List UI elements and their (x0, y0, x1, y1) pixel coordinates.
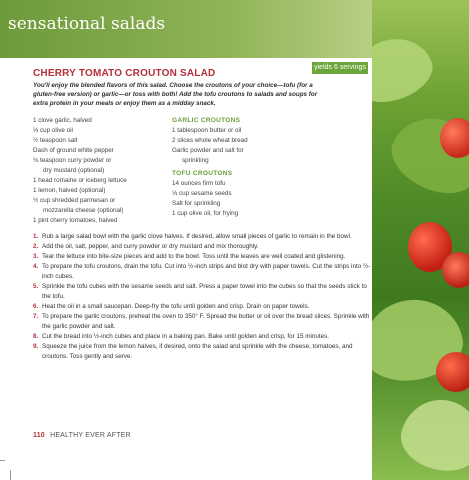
recipe-title: CHERRY TOMATO CROUTON SALAD (33, 68, 216, 79)
step-number: 2. (33, 243, 39, 250)
directions-list (33, 232, 371, 362)
tomato (436, 352, 469, 392)
ingredient: 14 ounces firm tofu (172, 180, 226, 187)
crop-mark (10, 470, 11, 480)
step-text: Heat the oil in a small saucepan. Deep-fry the tofu until golden and crisp. Drain on paper towels. (42, 303, 310, 310)
yields-badge: yields 6 servings (312, 62, 368, 74)
ingredient: 1 cup olive oil, for frying (172, 210, 239, 217)
step-number: 9. (33, 343, 39, 350)
ingredient: ⅓ cup sesame seeds (172, 190, 232, 197)
ingredient: dry mustard (optional) (43, 167, 105, 174)
step-number: 1. (33, 233, 39, 240)
book-title: HEALTHY EVER AFTER (50, 432, 131, 439)
direction-step (33, 242, 371, 252)
direction-step (33, 232, 371, 242)
lettuce-leaf (372, 28, 440, 112)
ingredient: 2 slices whole wheat bread (172, 137, 248, 144)
direction-step (33, 342, 371, 362)
ingredient: 1 pint cherry tomatoes, halved (33, 217, 118, 224)
step-text: Cut the bread into ½-inch cubes and place in a baking pan. Bake until golden and crisp, for 15 minutes. (42, 333, 330, 340)
ingredient: sprinkling (182, 157, 209, 164)
step-text: Squeeze the juice from the lemon halves, if desired, onto the salad and sprinkle with the cheese, tomatoes, and croutons. Toss gently and serve. (42, 343, 353, 360)
ingredient: Salt for sprinkling (172, 200, 221, 207)
direction-step (33, 282, 371, 302)
ingredient: 1 lemon, halved (optional) (33, 187, 106, 194)
step-number: 5. (33, 283, 39, 290)
ingredient: 1 tablespoon butter or oil (172, 127, 242, 134)
direction-step (33, 252, 371, 262)
garlic-croutons-heading: GARLIC CROUTONS (172, 117, 241, 124)
direction-step (33, 312, 371, 332)
tomato (442, 252, 469, 288)
tofu-croutons-heading: TOFU CROUTONS (172, 170, 233, 177)
ingredient: Garlic powder and salt for (172, 147, 244, 154)
step-number: 4. (33, 263, 39, 270)
ingredient: ½ teaspoon salt (33, 137, 78, 144)
croutons-ingredients (172, 116, 312, 219)
step-text: Sprinkle the tofu cubes with the sesame seeds and salt. Press a paper towel into the cubes so that the seeds stick to the tofu. (42, 283, 367, 300)
direction-step (33, 262, 371, 282)
ingredient: 1 clove garlic, halved (33, 117, 92, 124)
step-number: 3. (33, 253, 39, 260)
ingredient: ⅓ cup olive oil (33, 127, 73, 134)
page-number: 110 (33, 432, 45, 439)
tomato (440, 118, 469, 158)
step-text: To prepare the garlic croutons, preheat the oven to 350° F. Spread the butter or oil over the bread slices. Sprinkle with the garlic powder and salt. (42, 313, 370, 330)
lettuce-leaf (394, 391, 469, 479)
ingredient: ⅛ teaspoon curry powder or (33, 157, 112, 164)
step-text: Rub a large salad bowl with the garlic clove halves. If desired, allow small pieces of garlic to remain in the bowl. (42, 233, 352, 240)
crop-mark (0, 460, 5, 461)
direction-step (33, 302, 371, 312)
page-footer (33, 432, 131, 439)
recipe-intro: You'll enjoy the blended flavors of this salad. Choose the croutons of your choice—tofu (for a gluten-free version) or garlic—or toss with both! Add the tofu croutons to salads and soups for extra protein in your meals or enjoy them as a midday snack. (33, 82, 318, 107)
direction-step (33, 332, 371, 342)
step-text: Tear the lettuce into bite-size pieces and add to the bowl. Toss until the leaves are well coated and glistening. (42, 253, 346, 260)
section-header-band (0, 0, 372, 58)
step-number: 6. (33, 303, 39, 310)
ingredient: Dash of ground white pepper (33, 147, 114, 154)
ingredients-list (33, 116, 168, 226)
ingredient: 1 head romaine or iceberg lettuce (33, 177, 127, 184)
salad-photo (372, 0, 469, 480)
step-text: Add the oil, salt, pepper, and curry powder or dry mustard and mix thoroughly. (42, 243, 259, 250)
step-text: To prepare the tofu croutons, drain the tofu. Cut into ½-inch strips and blot dry with paper towels. Cut the strips into ½-inch cubes. (42, 263, 371, 280)
ingredient: mozzarella cheese (optional) (43, 207, 124, 214)
step-number: 7. (33, 313, 39, 320)
section-title: sensational salads (8, 14, 166, 34)
step-number: 8. (33, 333, 39, 340)
ingredient: ½ cup shredded parmesan or (33, 197, 116, 204)
